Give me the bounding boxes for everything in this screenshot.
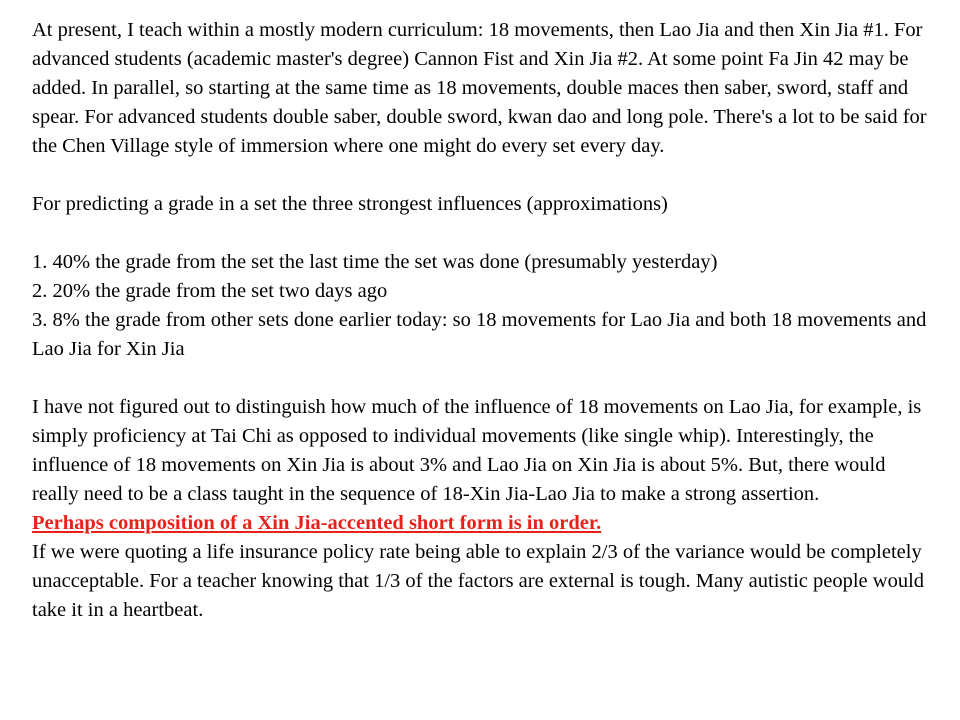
list-item: 1. 40% the grade from the set the last time the set was done (presumably yesterday) (32, 251, 718, 273)
document-body (32, 16, 928, 625)
analysis-paragraph: I have not figured out to distinguish how much of the influence of 18 movements on Lao Jia, for example, is simply proficiency at Tai Chi as opposed to individual movements (like single whip). Interestingly, the influence of 18 movements on Xin Jia is about 3% and Lao Jia on Xin Jia is about 5%. But, there would really need to be a class taught in the sequence of 18-Xin Jia-Lao Jia to make a strong assertion. (32, 396, 922, 505)
influences-list (32, 248, 928, 364)
list-item: 2. 20% the grade from the set two days ago (32, 280, 388, 302)
paragraph-spacer (32, 219, 928, 248)
paragraph-spacer (32, 161, 928, 190)
curriculum-paragraph: At present, I teach within a mostly modern curriculum: 18 movements, then Lao Jia and then Xin Jia #1. For advanced students (academic master's degree) Cannon Fist and Xin Jia #2. At some point Fa Jin 42 may be added. In parallel, so starting at the same time as 18 movements, double maces then saber, sword, staff and spear. For advanced students double saber, double sword, kwan dao and long pole. There's a lot to be said for the Chen Village style of immersion where one might do every set every day. (32, 19, 927, 157)
influences-intro: For predicting a grade in a set the three strongest influences (approximations) (32, 193, 668, 215)
paragraph-spacer (32, 364, 928, 393)
insurance-paragraph: If we were quoting a life insurance policy rate being able to explain 2/3 of the variance would be completely unacceptable. For a teacher knowing that 1/3 of the factors are external is tough. Many autistic people would take it in a heartbeat. (32, 541, 925, 621)
highlighted-statement: Perhaps composition of a Xin Jia-accented short form is in order. (32, 512, 602, 534)
list-item: 3. 8% the grade from other sets done earlier today: so 18 movements for Lao Jia and both 18 movements and Lao Jia for Xin Jia (32, 309, 927, 360)
